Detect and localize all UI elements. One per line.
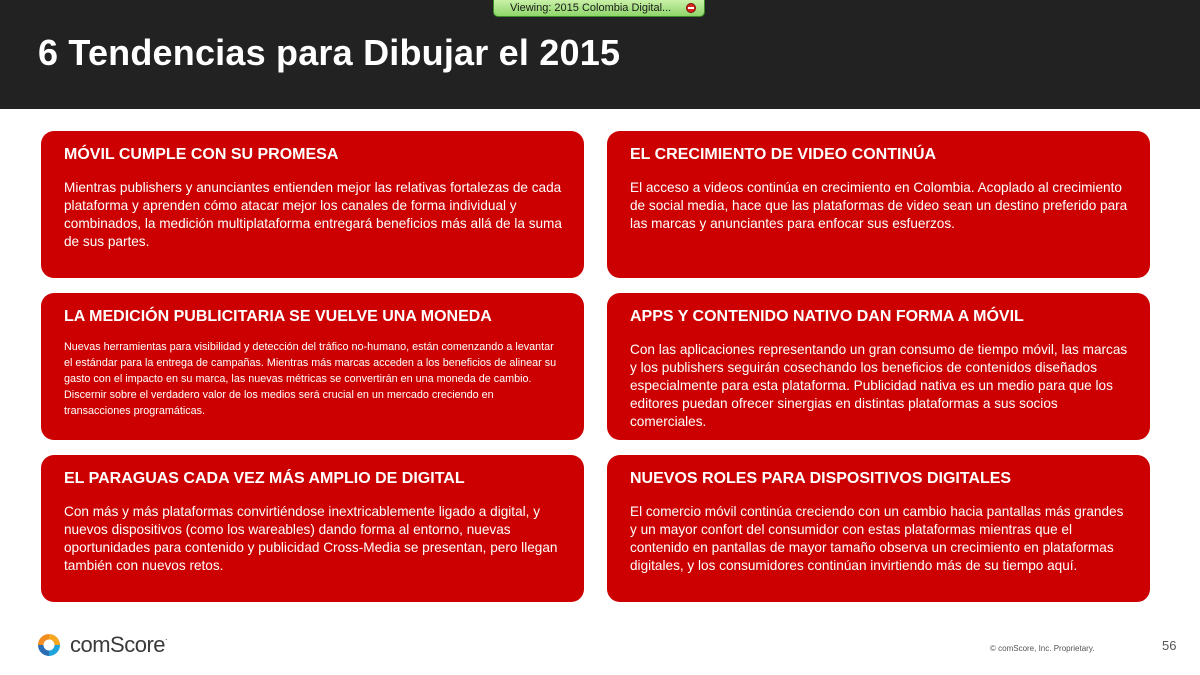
- card-body: Con las aplicaciones representando un gran consumo de tiempo móvil, las marcas y los publishers seguirán cosechando los beneficios de contenidos diseñados especialmente para esta plataforma. Publicidad nativa es un medio para que los editores puedan ofrecer sinergias en distintas plataformas a sus socios comerciales.: [630, 342, 1128, 429]
- card-title: EL CRECIMIENTO DE VIDEO CONTINÚA: [630, 146, 937, 163]
- card-body: Nuevas herramientas para visibilidad y detección del tráfico no-humano, están comenzando a levantar el estándar para la entrega de campañas. Mientras más marcas acceden a los beneficios de alinear su gasto con el impacto en su marca, las nuevas métricas se convertirán en una moneda de cambio. Discernir sobre el verdadero valor de los medios será crucial en un mercado creciendo en transacciones programáticas.: [64, 341, 557, 417]
- logo-wordmark-dot: .: [165, 632, 168, 642]
- card-body: El comercio móvil continúa creciendo con un cambio hacia pantallas más grandes y un mayor confort del consumidor con estas plataformas mientras que el contenido en pantallas de mayor tamaño observa un crecimiento en plataformas digitales, y los consumidores continúan invirtiendo más de su tiempo aquí.: [630, 504, 1124, 573]
- card-title: EL PARAGUAS CADA VEZ MÁS AMPLIO DE DIGITAL: [64, 470, 465, 487]
- logo-wordmark-text: comScore: [70, 632, 166, 657]
- card-body: Mientras publishers y anunciantes entienden mejor las relativas fortalezas de cada plataforma y aprenden cómo atacar mejor los canales de forma individual y combinados, la medición multiplataforma entregará beneficios más allá de la suma de sus partes.: [64, 180, 562, 249]
- trend-card-video-growth: [607, 131, 1150, 278]
- trend-card-ad-measurement: [41, 293, 584, 440]
- page-number: 56: [1162, 638, 1177, 653]
- card-title: MÓVIL CUMPLE CON SU PROMESA: [64, 146, 339, 163]
- trend-card-device-roles: [607, 455, 1150, 602]
- copyright-notice: © comScore, Inc. Proprietary.: [990, 644, 1095, 653]
- trend-card-digital-umbrella: [41, 455, 584, 602]
- stop-sharing-icon[interactable]: [686, 3, 696, 13]
- trend-card-apps-native: [607, 293, 1150, 440]
- card-title: APPS Y CONTENIDO NATIVO DAN FORMA A MÓVIL: [630, 308, 1024, 325]
- viewing-label: Viewing: 2015 Colombia Digital...: [510, 2, 672, 14]
- logo-wordmark: [70, 632, 167, 658]
- card-title: NUEVOS ROLES PARA DISPOSITIVOS DIGITALES: [630, 470, 1012, 487]
- card-body: El acceso a videos continúa en crecimiento en Colombia. Acoplado al crecimiento de social media, hace que las plataformas de video sean un destino preferido para las marcas y anunciantes para enfocar sus esfuerzos.: [630, 180, 1128, 231]
- card-body: Con más y más plataformas convirtiéndose inextricablemente ligado a digital, y nuevos dispositivos (como los wareables) dando forma al entorno, nuevas oportunidades para contenido y publicidad Cross-Media se presentan, pero llegan también con nuevos retos.: [64, 504, 558, 573]
- slide-title: 6 Tendencias para Dibujar el 2015: [38, 32, 621, 73]
- comscore-logo-icon: [36, 632, 62, 658]
- comscore-logo: [36, 630, 167, 660]
- viewing-indicator[interactable]: [493, 0, 705, 17]
- trend-card-mobile-promise: [41, 131, 584, 278]
- card-title: LA MEDICIÓN PUBLICITARIA SE VUELVE UNA MONEDA: [64, 308, 492, 325]
